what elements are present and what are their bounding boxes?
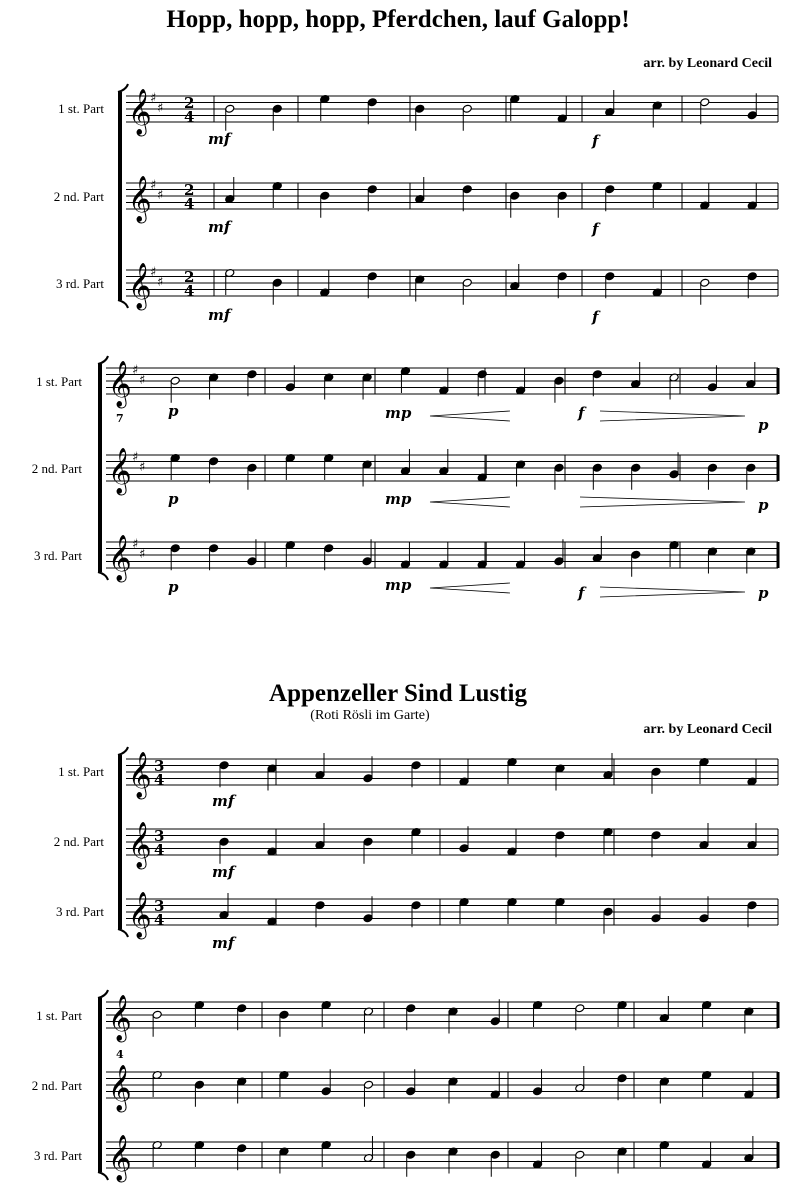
song1-sys1-staff-3-time-sig-denominator: 4 <box>184 282 195 300</box>
song1-sys2-measure-number: 7 <box>116 412 124 425</box>
song1-sys2-staff-1-key-sharp-c: ♯ <box>139 373 146 388</box>
song1-sys1-staff-1-time-sig-denominator: 4 <box>184 108 195 126</box>
song1-sys2-staff-1-key-sharp-f: ♯ <box>132 363 139 378</box>
song2-sys1-staff-1-time-sig-numerator: 3 <box>154 757 165 775</box>
song1-sys1-staff-3-time-sig-numerator: 2 <box>184 268 195 286</box>
song2-sys2-part1-label: 1 st. Part <box>36 1008 82 1023</box>
song2-subtitle: (Roti Rösli im Garte) <box>310 708 430 723</box>
song1-sys1-dyn-f-3: f <box>592 308 599 326</box>
song1-sys1-staff-3-treble-clef: 𝄞 <box>128 263 152 309</box>
song2-sys2-bracket-bottom-curl <box>98 1172 108 1180</box>
song1-sys2-dyn-mp-1: mp <box>385 404 412 422</box>
song1-sys2-dyn-f-3: f <box>578 584 585 602</box>
song1-sys1-staff-1-key-sharp-f: ♯ <box>150 91 157 106</box>
song2-sys2-staff-1-treble-clef: 𝄞 <box>108 995 132 1041</box>
song1-sys1-staff-3-key-sharp-f: ♯ <box>150 265 157 280</box>
song1-sys2-staff-1-treble-clef: 𝄞 <box>108 361 132 407</box>
song2-sys1-dyn-mf-2: mf <box>212 863 235 881</box>
song2-sys1-staff-2-treble-clef: 𝄞 <box>128 822 152 868</box>
song1-sys1-staff-3-key-sharp-c: ♯ <box>157 275 164 290</box>
song1-sys1-staff-1-time-sig-numerator: 2 <box>184 94 195 112</box>
song2-sys1-staff-1-treble-clef: 𝄞 <box>128 752 152 798</box>
song1-sys1-bracket <box>118 92 122 300</box>
song1-sys1-part3-label: 3 rd. Part <box>55 276 104 291</box>
song1-sys2-dyn-p-1: p <box>168 402 179 420</box>
song1-sys2-bracket-top-curl <box>98 356 108 364</box>
song1-sys1-dyn-f-2: f <box>592 220 599 238</box>
song1-sys2-cresc-3 <box>430 583 510 593</box>
song1-sys2-bracket <box>98 364 102 572</box>
song2-sys2-staff-3-treble-clef: 𝄞 <box>108 1135 132 1181</box>
song1-sys2-cresc-1 <box>430 411 510 421</box>
song1-sys1-dyn-mf-3: mf <box>208 306 231 324</box>
song2-sys2-part3-label: 3 rd. Part <box>33 1148 82 1163</box>
song1-sys2-dyn-p-end-2: p <box>758 496 769 514</box>
song2-sys1-part2-label: 2 nd. Part <box>53 834 104 849</box>
song1-sys2-staff-2-key-sharp-f: ♯ <box>132 450 139 465</box>
song1-sys2-dyn-p-3: p <box>168 578 179 596</box>
song1-sys1-staff-1-key-sharp-c: ♯ <box>157 101 164 116</box>
song2-title: Appenzeller Sind Lustig <box>269 680 527 707</box>
song1-sys1-dyn-f-1: f <box>592 132 599 150</box>
song2-sys1-bracket-bottom-curl <box>118 929 128 937</box>
song2-sys1-part3-label: 3 rd. Part <box>55 904 104 919</box>
song1-sys2-staff-3-key-sharp-f: ♯ <box>132 537 139 552</box>
song1-sys2-dim-1 <box>600 411 745 421</box>
song1-sys1-part1-label: 1 st. Part <box>58 101 104 116</box>
song1-sys2-staff-3-treble-clef: 𝄞 <box>108 535 132 581</box>
song1-sys2-dyn-f-1: f <box>578 404 585 422</box>
song2-sys1-part1-label: 1 st. Part <box>58 764 104 779</box>
song2-sys1-staff-2-time-sig-numerator: 3 <box>154 827 165 845</box>
song1-arranger: arr. by Leonard Cecil <box>643 56 772 71</box>
song1-sys1-part2-label: 2 nd. Part <box>53 189 104 204</box>
song1-sys2-staff-2-key-sharp-c: ♯ <box>139 460 146 475</box>
song2-sys1-bracket <box>118 755 122 929</box>
song1-sys2-part3-label: 3 rd. Part <box>33 548 82 563</box>
song1-sys2-dyn-p-2: p <box>168 490 179 508</box>
song2-sys1-dyn-mf-1: mf <box>212 792 235 810</box>
song2-sys1-staff-1-time-sig-denominator: 4 <box>154 771 165 789</box>
song2-sys1-staff-3-time-sig-denominator: 4 <box>154 911 165 929</box>
song2-sys2-bracket <box>98 998 102 1172</box>
song1-sys2-part1-label: 1 st. Part <box>36 374 82 389</box>
song1-title: Hopp, hopp, hopp, Pferdchen, lauf Galopp! <box>166 6 630 33</box>
song1-sys1-staff-2-treble-clef: 𝄞 <box>128 176 152 222</box>
song2-sys1-staff-3-time-sig-numerator: 3 <box>154 897 165 915</box>
song1-sys1-staff-2-key-sharp-c: ♯ <box>157 188 164 203</box>
song1-sys2-dim-2 <box>580 497 745 507</box>
song1-sys1-bracket-bottom-curl <box>118 300 128 308</box>
song2-arranger: arr. by Leonard Cecil <box>643 722 772 737</box>
song2-sys2-staff-2-treble-clef: 𝄞 <box>108 1065 132 1111</box>
song2-sys1-dyn-mf-3: mf <box>212 934 235 952</box>
song1-sys2-dyn-mp-3: mp <box>385 576 412 594</box>
song1-sys2-dyn-mp-2: mp <box>385 490 412 508</box>
song2-sys1-staff-3-treble-clef: 𝄞 <box>128 892 152 938</box>
song2-sys2-measure-number: 4 <box>116 1048 124 1061</box>
song1-sys1-staff-2-time-sig-denominator: 4 <box>184 195 195 213</box>
song1-sys1-bracket-top-curl <box>118 84 128 92</box>
song2-sys1-staff-2-time-sig-denominator: 4 <box>154 841 165 859</box>
song2-sys1-bracket-top-curl <box>118 747 128 755</box>
song1-sys2-cresc-2 <box>430 497 510 507</box>
song1-sys2-dyn-p-end-1: p <box>758 416 769 434</box>
song1-sys2-dim-3 <box>600 587 745 597</box>
song1-sys1-dyn-mf-1: mf <box>208 130 231 148</box>
song1-sys1-staff-2-key-sharp-f: ♯ <box>150 178 157 193</box>
song1-sys2-part2-label: 2 nd. Part <box>31 461 82 476</box>
song1-sys1-staff-1-treble-clef: 𝄞 <box>128 89 152 135</box>
song1-sys2-bracket-bottom-curl <box>98 572 108 580</box>
song1-sys2-staff-3-key-sharp-c: ♯ <box>139 547 146 562</box>
song1-sys1-dyn-mf-2: mf <box>208 218 231 236</box>
song1-sys2-dyn-p-end-3: p <box>758 584 769 602</box>
song1-sys1-staff-2-time-sig-numerator: 2 <box>184 181 195 199</box>
song1-sys2-staff-2-treble-clef: 𝄞 <box>108 448 132 494</box>
song2-sys2-part2-label: 2 nd. Part <box>31 1078 82 1093</box>
song2-sys2-bracket-top-curl <box>98 990 108 998</box>
